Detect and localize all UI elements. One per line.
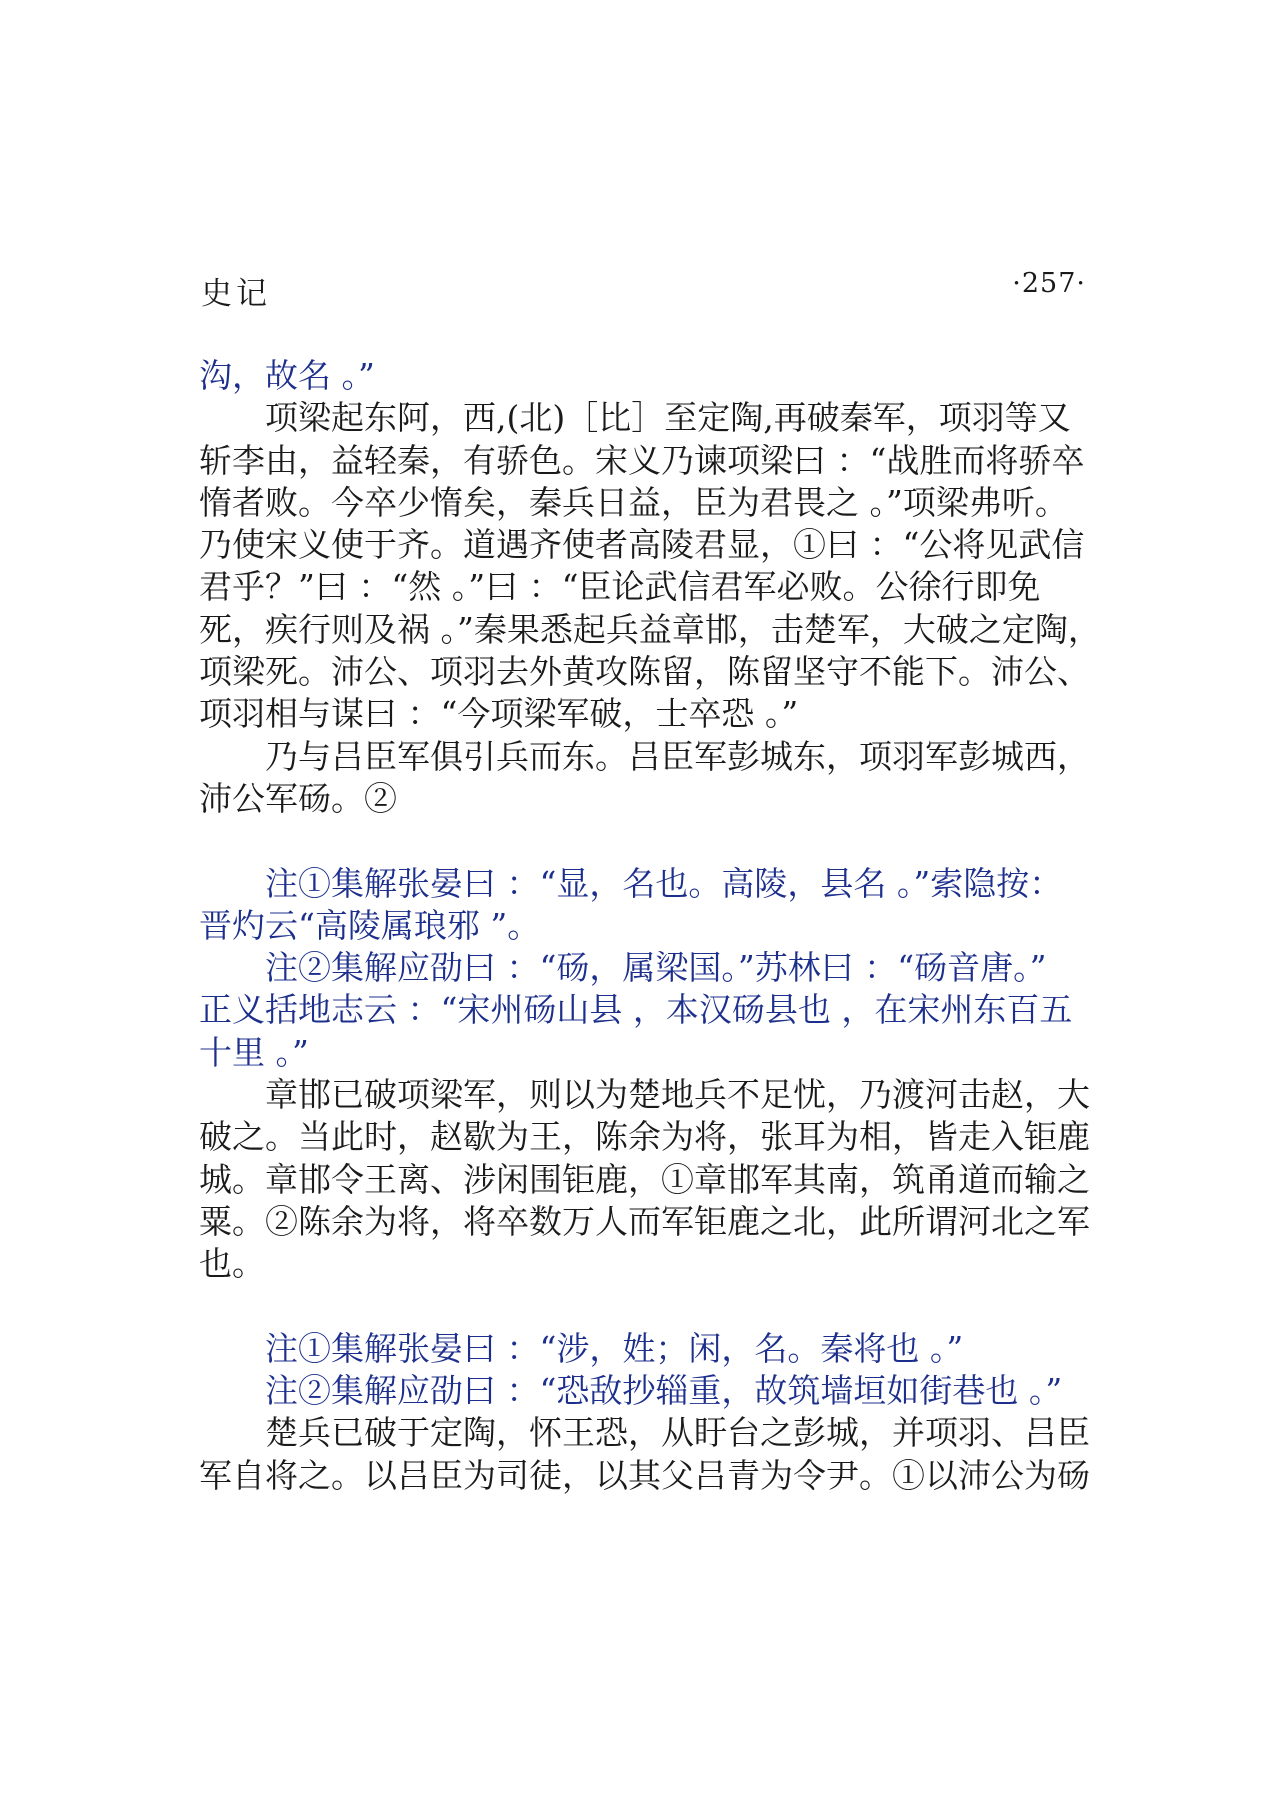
text-line: 章邯已破项梁军，则以为楚地兵不足忧，乃渡河击赵，大 xyxy=(265,1075,1090,1115)
text-line: 君乎？”曰 ：“然 。”曰 ：“臣论武信君军必败。公徐行即免 xyxy=(199,567,1041,607)
text-line: 沟，故名 。” xyxy=(199,356,375,395)
text-line: 楚兵已破于定陶，怀王恐，从盱台之彭城，并项羽、吕臣 xyxy=(265,1413,1090,1453)
text-line: 沛公军砀。② xyxy=(199,778,397,818)
note-line: 注①集解张晏曰 ：“涉，姓；闲，名。秦将也 。” xyxy=(265,1328,964,1368)
text-line: 斩李由，益轻秦，有骄色。宋义乃谏项梁曰 ：“战胜而将骄卒 xyxy=(199,440,1085,480)
note-line: 注①集解张晏曰 ：“显，名也。高陵，县名 。”索隐按： xyxy=(265,863,1063,903)
text-line: 粟。②陈余为将，将卒数万人而军钜鹿之北，此所谓河北之军 xyxy=(199,1201,1090,1241)
text-line: 乃与吕臣军俱引兵而东。吕臣军彭城东，项羽军彭城西， xyxy=(265,736,1090,776)
text-line: 乃使宋义使于齐。道遇齐使者高陵君显，①曰 ：“公将见武信 xyxy=(199,525,1085,565)
note-line: 正义括地志云 ：“宋州砀山县 ，本汉砀县也 ，在宋州东百五 xyxy=(199,990,1073,1030)
text-line: 项羽相与谋曰 ：“今项梁军破，士卒恐 。” xyxy=(199,694,799,734)
note-line: 晋灼云“高陵属琅邪 ”。 xyxy=(199,905,541,945)
note-line: 十里 。” xyxy=(199,1032,309,1072)
page-body xyxy=(199,355,1103,1497)
blank-line xyxy=(199,820,1103,862)
text-line: 破之。当此时，赵歇为王，陈余为将，张耳为相，皆走入钜鹿 xyxy=(199,1117,1090,1157)
text-line: 死，疾行则及祸 。”秦果悉起兵益章邯，击楚军，大破之定陶， xyxy=(199,609,1101,649)
page-number: ·257· xyxy=(1012,268,1086,299)
text-line: 军自将之。以吕臣为司徒，以其父吕青为令尹。①以沛公为砀 xyxy=(199,1455,1090,1495)
text-line: 项梁起东阿，西,(北)［比］至定陶,再破秦军，项羽等又 xyxy=(265,398,1071,438)
text-line: 项梁死。沛公、项羽去外黄攻陈留，陈留坚守不能下。沛公、 xyxy=(199,652,1090,692)
note-line: 注②集解应劭曰 ：“砀，属梁国。”苏林曰 ：“砀音唐。” xyxy=(265,948,1047,988)
page-header xyxy=(201,268,1086,310)
text-line: 惰者败。今卒少惰矣，秦兵日益，臣为君畏之 。”项梁弗听。 xyxy=(199,482,1068,522)
text-line: 城。章邯令王离、涉闲围钜鹿，①章邯军其南，筑甬道而输之 xyxy=(199,1159,1090,1199)
note-line: 注②集解应劭曰 ：“恐敌抄辎重，故筑墙垣如街巷也 。” xyxy=(265,1371,1063,1411)
blank-line xyxy=(199,1286,1103,1328)
running-title: 史记 xyxy=(201,276,271,312)
text-line: 也。 xyxy=(199,1244,265,1284)
